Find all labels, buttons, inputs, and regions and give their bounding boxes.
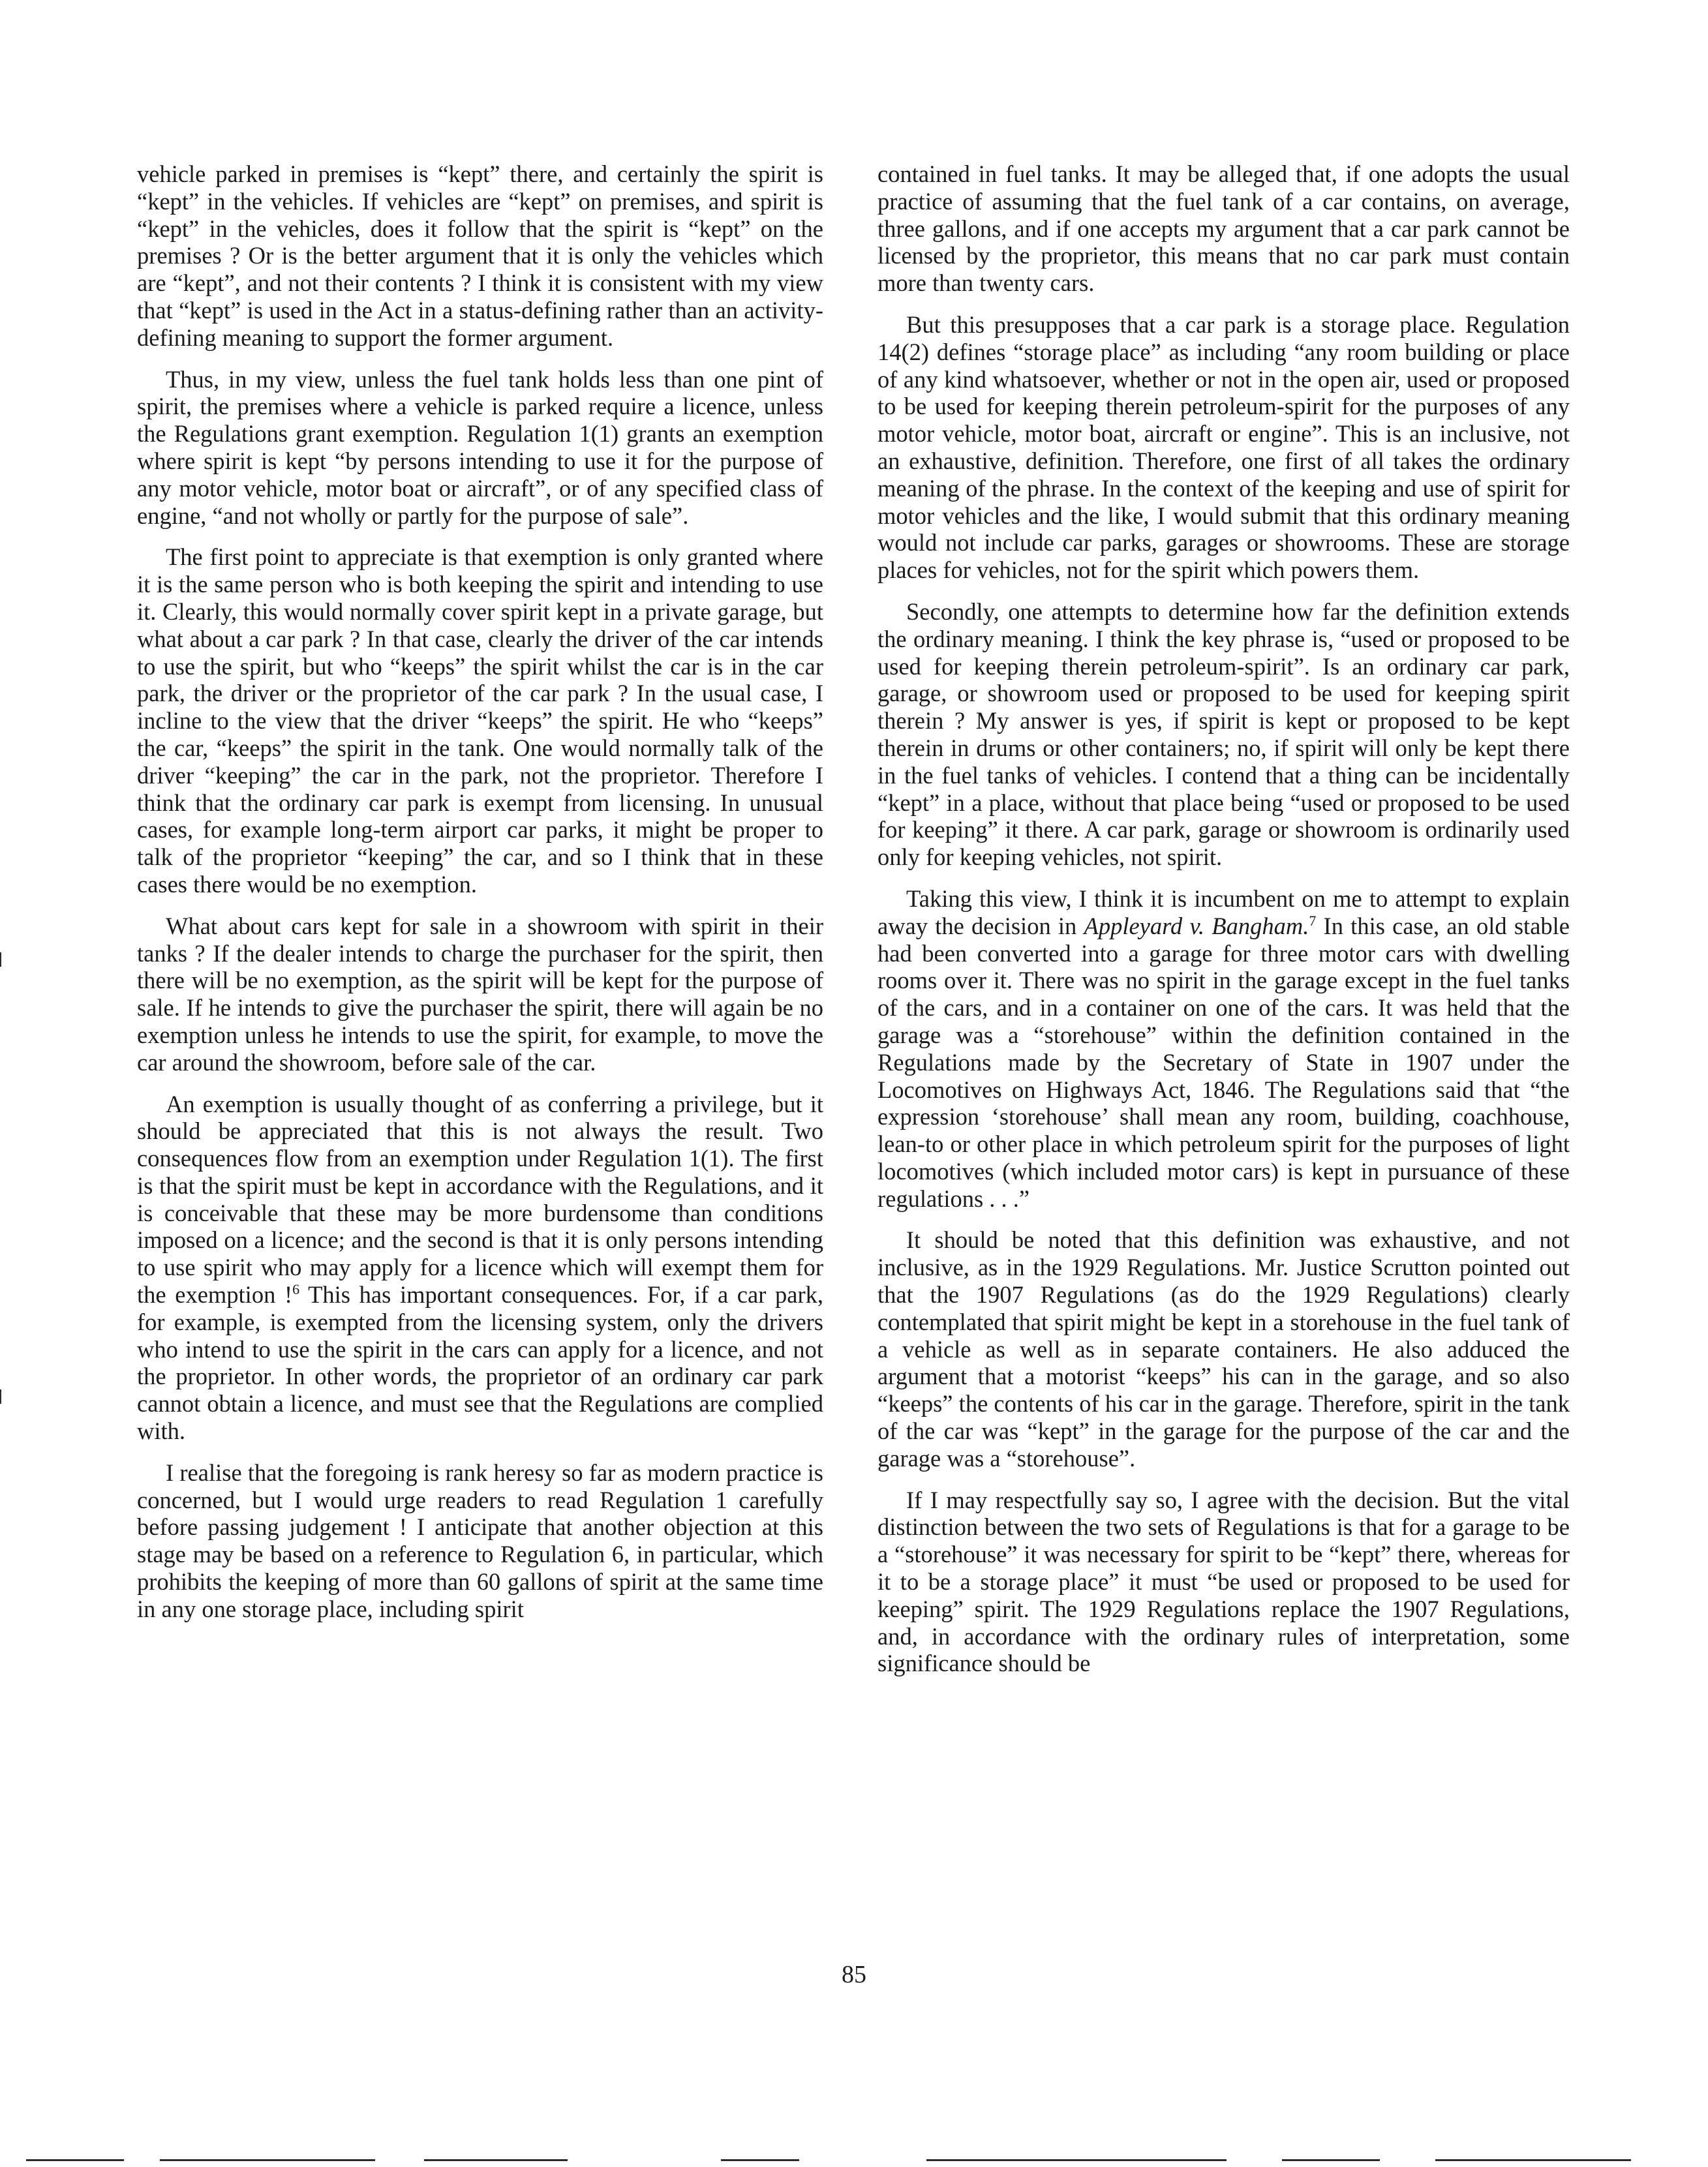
paragraph: I realise that the foregoing is rank heresy so far as modern practice is concerned, but I would urge readers to read Regulation 1 carefully before passing judgement ! I anticipate that another objection at this stage may be based on a reference to Regulation 6, in particular, which prohibits the keeping of more than 60 gallons of spirit at the same time in any one storage place, including spirit: [137, 1459, 823, 1622]
paragraph: The first point to appreciate is that exemption is only granted where it is the same person who is both keeping the spirit and intending to use it. Clearly, this would normally cover spirit kept in a private garage, but what about a car park ? In that case, clearly the driver of the car intends to use the spirit, but who “keeps” the spirit whilst the car is in the car park, the driver or the proprietor of the car park ? In the usual case, I incline to the view that the driver “keeps” the spirit. He who “keeps” the car, “keeps” the spirit in the tank. One would normally talk of the driver “keeping” the car in the park, not the proprietor. Therefore I think that the ordinary car park is exempt from licensing. In unusual cases, for example long-term airport car parks, it might be proper to talk of the proprietor “keeping” the car, and so I think that in these cases there would be no exemption.: [137, 543, 823, 898]
paragraph: vehicle parked in premises is “kept” there, and certainly the spirit is “kept” in the vehicles. If vehicles are “kept” on premises, and spirit is “kept” in the vehicles, does it follow that the spirit is “kept” on the premises ? Or is the better argument that it is only the vehicles which are “kept”, and not their contents ? I think it is consistent with my view that “kept” is used in the Act in a status-defining rather than an activity-defining meaning to support the former argument.: [137, 160, 823, 351]
case-citation: Appleyard v. Bangham.: [1084, 912, 1309, 939]
scan-bottom-rule: [1435, 2159, 1631, 2161]
footnote-reference: 6: [292, 1280, 300, 1297]
footnote-reference: 7: [1309, 912, 1317, 929]
paragraph: It should be noted that this definition was exhaustive, and not inclusive, as in the 1929 Regulations. Mr. Justice Scrutton pointed out that the 1907 Regulations (as do the 1929 Regulations) clearly contemplated that spirit might be kept in a storehouse in the fuel tank of a vehicle as well as in separate containers. He also adduced the argument that a motorist “keeps” his can in the garage, and so also “keeps” the contents of his car in the garage. Therefore, spirit in the tank of the car was “kept” in the garage for the purpose of the car and the garage was a “storehouse”.: [877, 1226, 1570, 1472]
scan-bottom-rule: [424, 2159, 568, 2161]
scan-bottom-rule: [26, 2159, 124, 2161]
scan-bottom-rule: [721, 2159, 799, 2161]
paragraph: But this presupposes that a car park is a storage place. Regulation 14(2) defines “storage place” as including “any room building or place of any kind whatsoever, whether or not in the open air, used or proposed to be used for keeping therein petroleum-spirit for the purposes of any motor vehicle, motor boat, aircraft or engine”. This is an inclusive, not an exhaustive, definition. Therefore, one first of all takes the ordinary meaning of the phrase. In the context of the keeping and use of spirit for motor vehicles and the like, I would submit that this ordinary meaning would not include car parks, garages or showrooms. These are storage places for vehicles, not for the spirit which powers them.: [877, 311, 1570, 584]
right-text-column: [877, 160, 1570, 1677]
paragraph: Thus, in my view, unless the fuel tank holds less than one pint of spirit, the premises where a vehicle is parked require a licence, unless the Regulations grant exemption. Regulation 1(1) grants an exemption where spirit is kept “by persons intending to use it for the purpose of any motor vehicle, motor boat or aircraft”, or of any specified class of engine, “and not wholly or partly for the purpose of sale”.: [137, 365, 823, 529]
scan-edge-mark: [0, 1389, 1, 1404]
paragraph-text: In this case, an old stable had been converted into a garage for three motor cars with dwelling rooms over it. There was no spirit in the garage except in the fuel tanks of the cars, and in a container on one of the cars. It was held that the garage was a “storehouse” within the definition contained in the Regulations made by the Secretary of State in 1907 under the Locomotives on Highways Act, 1846. The Regulations said that “the expression ‘storehouse’ shall mean any room, building, coachhouse, lean-to or other place in which petroleum spirit for the purposes of light locomotives (which included motor cars) is kept in pursuance of these regulations . . .”: [877, 912, 1570, 1212]
scan-bottom-rule: [160, 2159, 375, 2161]
paragraph: [137, 1091, 823, 1445]
left-text-column: [137, 160, 823, 1623]
paragraph-text: Taking this view, I think it is incumbent on me to attempt to explain away the decision in: [877, 885, 1570, 939]
scan-bottom-rule: [1282, 2159, 1380, 2161]
paragraph: What about cars kept for sale in a showroom with spirit in their tanks ? If the dealer intends to charge the purchaser for the spirit, then there will be no exemption, as the spirit will be kept for the purpose of sale. If he intends to give the purchaser the spirit, there will again be no exemption unless he intends to use the spirit, for example, to move the car around the showroom, before sale of the car.: [137, 912, 823, 1076]
scan-bottom-rule: [926, 2159, 1227, 2161]
paragraph-text: This has important consequences. For, if a car park, for example, is exempted from the licensing system, only the drivers who intend to use the spirit in the cars can apply for a licence, and not the proprietor. In other words, the proprietor of an ordinary car park cannot obtain a licence, and must see that the Regulations are complied with.: [137, 1281, 823, 1445]
paragraph: Secondly, one attempts to determine how far the definition extends the ordinary meaning. I think the key phrase is, “used or proposed to be used for keeping therein petroleum-spirit”. Is an ordinary car park, garage, or showroom used or proposed to be used for keeping spirit therein ? My answer is yes, if spirit is kept or proposed to be kept therein in drums or other containers; no, if spirit will only be kept there in the fuel tanks of vehicles. I contend that a thing can be incidentally “kept” in a place, without that place being “used or proposed to be used for keeping” it there. A car park, garage or showroom is ordinarily used only for keeping vehicles, not spirit.: [877, 598, 1570, 871]
page-number: 85: [842, 1961, 866, 1988]
paragraph-text: An exemption is usually thought of as conferring a privilege, but it should be appreciated that this is not always the result. Two consequences flow from an exemption under Regulation 1(1). The first is that the spirit must be kept in accordance with the Regulations, and it is conceivable that these may be more burdensome than conditions imposed on a licence; and the second is that it is only persons intending to use spirit who may apply for a licence which will exempt them for the exemption !: [137, 1090, 823, 1309]
paragraph: contained in fuel tanks. It may be alleged that, if one adopts the usual practice of assuming that the fuel tank of a car contains, on average, three gallons, and if one accepts my argument that a car park cannot be licensed by the proprietor, this means that no car park must contain more than twenty cars.: [877, 160, 1570, 297]
scan-edge-mark: [0, 952, 1, 967]
paragraph: [877, 885, 1570, 1213]
paragraph: If I may respectfully say so, I agree with the decision. But the vital distinction between the two sets of Regulations is that for a garage to be a “storehouse” it was necessary for spirit to be “kept” there, whereas for it to be a storage place” it must “be used or proposed to be used for keeping” spirit. The 1929 Regulations replace the 1907 Regulations, and, in accordance with the ordinary rules of interpretation, some significance should be: [877, 1486, 1570, 1677]
